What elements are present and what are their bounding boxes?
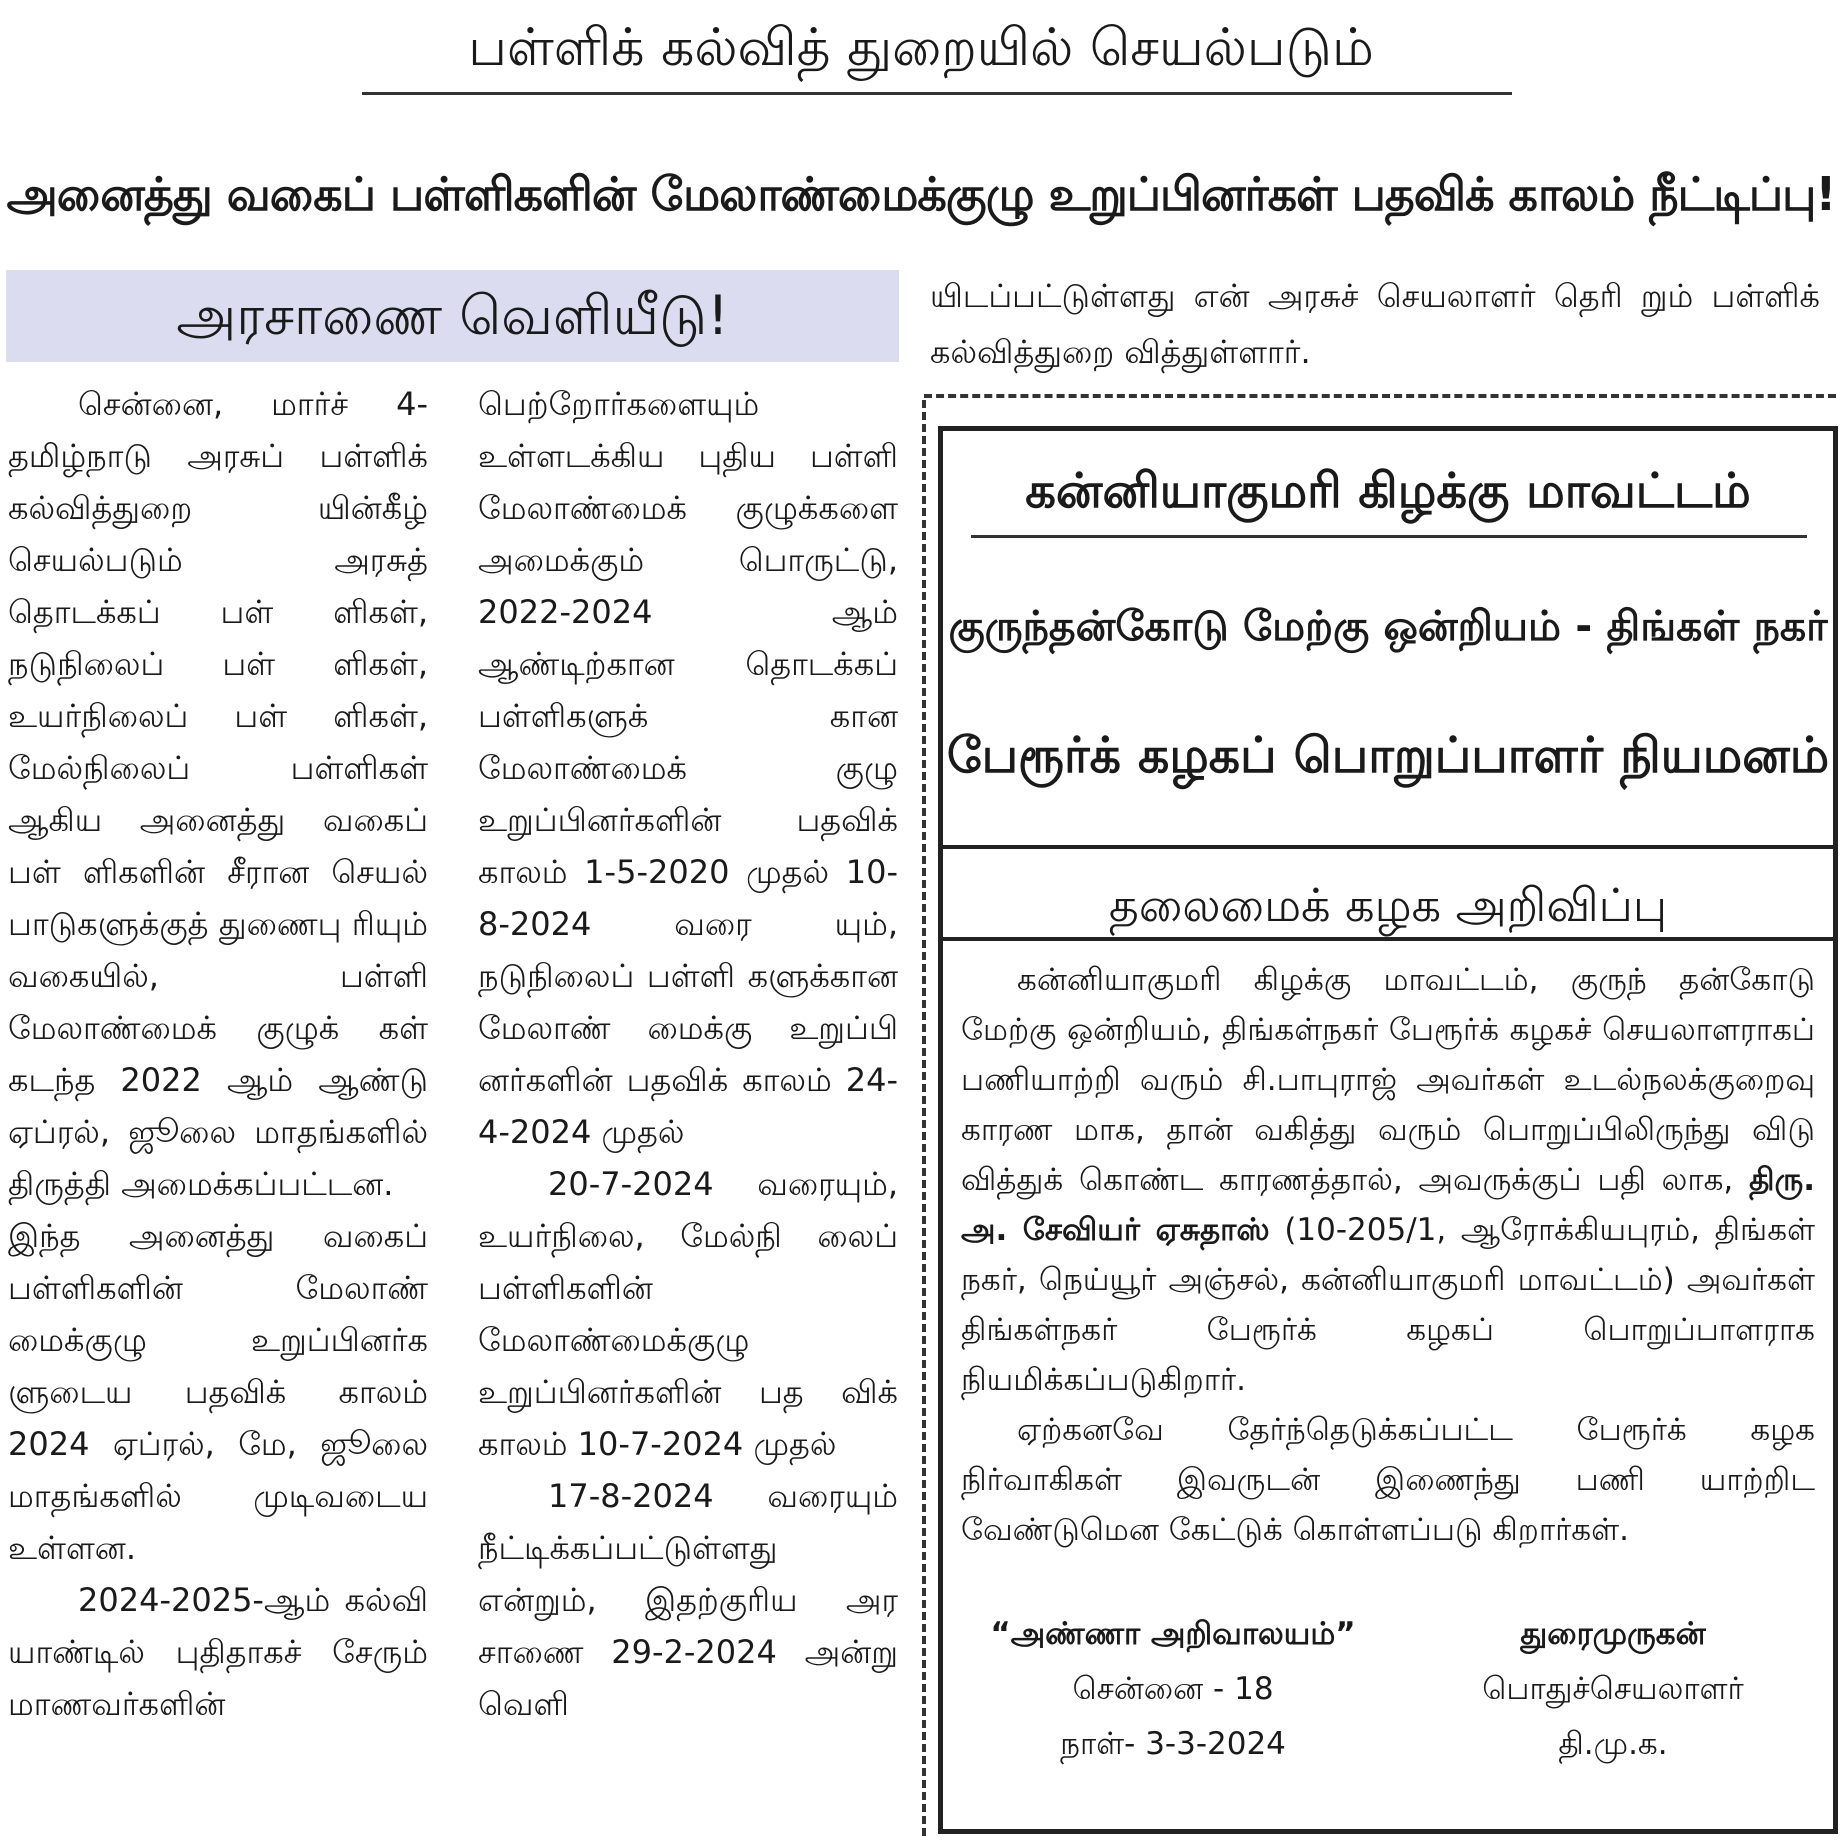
notice-body — [961, 955, 1815, 1595]
place-city: சென்னை - 18 — [1072, 1671, 1274, 1707]
kicker-heading: பள்ளிக் கல்வித் துறையில் செயல்படும் — [468, 18, 1374, 78]
article-column-left — [8, 378, 428, 1838]
dashed-divider-horizontal — [924, 394, 1836, 398]
signatory-org: தி.மு.க. — [1558, 1726, 1668, 1762]
signatory-title: பொதுச்செயலாளர் — [1482, 1671, 1744, 1707]
article-paragraph: சென்னை, மார்ச் 4- தமிழ்நாடு அரசுப் பள்ளிக் கல்வித்துறை யின்கீழ் செயல்படும் அரசுத் தொடக்கப் பள் ளிகள், நடுநிலைப் பள் ளிகள், உயர்நிலைப் பள் ளிகள், மேல்நிலைப் பள்ளிகள் ஆகிய அனைத்து வகைப் பள் ளிகளின் சீரான செயல் பாடுகளுக்குத் துணைபு ரியும் வகையில், பள்ளி மேலாண்மைக் குழுக் கள் கடந்த 2022 ஆம் ஆண்டு ஏப்ரல், ஜூலை மாதங்களில் திருத்தி அமைக்கப்பட்டன. — [8, 385, 428, 1203]
notice-text: (10-205/1, ஆரோக்கியபுரம், திங்கள் நகர், நெய்யூர் அஞ்சல், கன்னியாகுமரி மாவட்டம்) அவர்கள் திங்கள்நகர் பேரூர்க் கழகப் பொறுப்பாளராக நியமிக்கப்படுகிறார். — [961, 1212, 1815, 1398]
subheading-banner: அரசாணை வெளியீடு! — [6, 270, 899, 362]
notice-date: நாள்- 3-3-2024 — [1060, 1726, 1286, 1762]
notice-paragraph — [961, 955, 1815, 1405]
notice-paragraph: ஏற்கனவே தேர்ந்தெடுக்கப்பட்ட பேரூர்க் கழக நிர்வாகிகள் இவருடன் இணைந்து பணி யாற்றிட வேண்டுமென கேட்டுக் கொள்ளப்படு கிறார்கள். — [961, 1412, 1815, 1548]
article-continuation: யிடப்பட்டுள்ளது என் அரசுச் செயலாளர் தெரி றும் பள்ளிக் கல்வித்துறை வித்துள்ளார். — [930, 277, 1820, 371]
notice-subtitle: தலைமைக் கழக அறிவிப்பு — [1108, 878, 1668, 932]
signatory-name: துரைமுருகன் — [1520, 1616, 1706, 1652]
appointee-name: திரு. அ. சேவியர் ஏசுதாஸ் — [961, 1162, 1815, 1248]
sign-off-signatory — [1413, 1607, 1813, 1787]
article-paragraph: இந்த அனைத்து வகைப் பள்ளிகளின் மேலாண் மைக்குழு உறுப்பினர்க ளுடைய பதவிக் காலம் 2024 ஏப்ரல், மே, ஜூலை மாதங்களில் முடிவடைய உள்ளன. — [8, 1217, 428, 1567]
notice-rule-bottom — [943, 937, 1833, 941]
article-paragraph: 17-8-2024 வரையும் நீட்டிக்கப்பட்டுள்ளது என்றும், இதற்குரிய அர சாணை 29-2-2024 அன்று வெளி — [478, 1477, 898, 1723]
article-paragraph: 2024-2025-ஆம் கல்வி யாண்டில் புதிதாகச் சேரும் மாணவர்களின் — [8, 1581, 428, 1723]
notice-rule-top — [943, 845, 1833, 849]
notice-box — [938, 426, 1838, 1834]
notice-text: கன்னியாகுமரி கிழக்கு மாவட்டம், குருந் தன்கோடு மேற்கு ஒன்றியம், திங்கள்நகர் பேரூர்க் கழகச் செயலாளராகப் பணியாற்றி வரும் சி.பாபுராஜ் அவர்கள் உடல்நலக்குறைவு காரண மாக, தான் வகித்து வரும் பொறுப்பிலிருந்து விடு வித்துக் கொண்ட காரணத்தால், அவருக்குப் பதி லாக, — [961, 962, 1815, 1198]
main-headline: அனைத்து வகைப் பள்ளிகளின் மேலாண்மைக்குழு உறுப்பினர்கள் பதவிக் காலம் நீட்டிப்பு! — [6, 167, 1836, 221]
article-paragraph: 20-7-2024 வரையும், உயர்நிலை, மேல்நி லைப் பள்ளிகளின் மேலாண்மைக்குழு உறுப்பினர்களின் பத விக் காலம் 10-7-2024 முதல் — [478, 1165, 898, 1463]
notice-title-line-2: பேரூர்க் கழகப் பொறுப்பாளர் நியமனம் — [946, 727, 1830, 784]
sign-off-place — [973, 1607, 1373, 1787]
notice-district: கன்னியாகுமரி கிழக்கு மாவட்டம் — [1025, 463, 1751, 519]
notice-title-line-1: குருந்தன்கோடு மேற்கு ஒன்றியம் - திங்கள் நகர் — [948, 602, 1828, 650]
place-name: “அண்ணா அறிவாலயம்” — [990, 1616, 1356, 1652]
article-column-middle — [478, 378, 898, 1838]
article-paragraph: பெற்றோர்களையும் உள்ளடக்கிய புதிய பள்ளி மேலாண்மைக் குழுக்களை அமைக்கும் பொருட்டு, 2022-2024 ஆம் ஆண்டிற்கான தொடக்கப் பள்ளிகளுக் கான மேலாண்மைக் குழு உறுப்பினர்களின் பதவிக் காலம் 1-5-2020 முதல் 10-8-2024 வரை யும், நடுநிலைப் பள்ளி களுக்கான மேலாண் மைக்கு உறுப்பி னர்களின் பதவிக் காலம் 24-4-2024 முதல் — [478, 385, 898, 1151]
kicker-underline — [362, 92, 1512, 95]
district-underline — [971, 535, 1807, 538]
dashed-divider-vertical — [922, 400, 926, 1836]
